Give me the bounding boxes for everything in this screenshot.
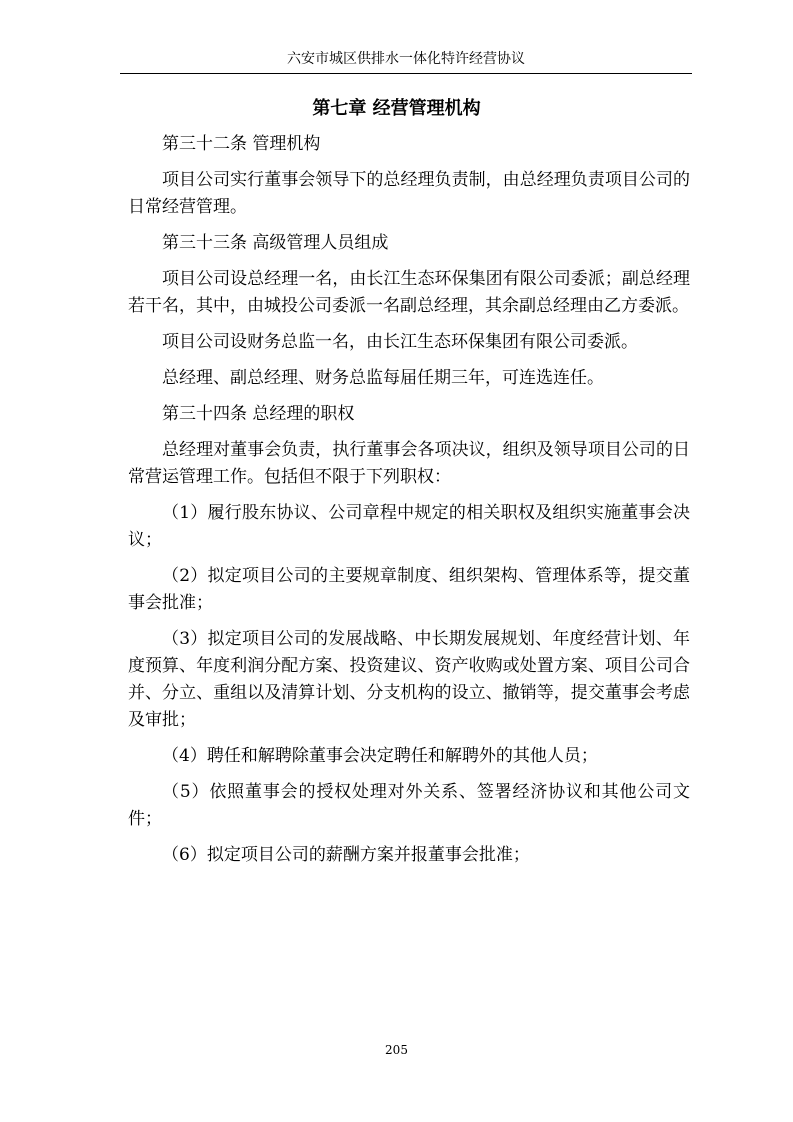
- header-divider: [120, 73, 692, 74]
- paragraph: 项目公司设财务总监一名，由长江生态环保集团有限公司委派。: [162, 332, 638, 352]
- paragraph: 项目公司设总经理一名，由长江生态环保集团有限公司委派；副总经理若干名，其中，由城投公司委派一名副总经理，其余副总经理由乙方委派。: [128, 269, 690, 316]
- list-item: （3）拟定项目公司的发展战略、中长期发展规划、年度经营计划、年度预算、年度利润分配方案、投资建议、资产收购或处置方案、项目公司合并、分立、重组以及清算计划、分支机构的设立、撤销等，提交董事会考虑及审批；: [128, 629, 690, 730]
- paragraph: 总经理对董事会负责，执行董事会各项决议，组织及领导项目公司的日常营运管理工作。包括但不限于下列职权：: [128, 440, 690, 487]
- list-item: （1）履行股东协议、公司章程中规定的相关职权及组织实施董事会决议；: [128, 503, 690, 550]
- article-heading: 第三十三条 高级管理人员组成: [162, 233, 389, 253]
- article-heading: 第三十四条 总经理的职权: [162, 404, 355, 424]
- chapter-title: 第七章 经营管理机构: [312, 98, 481, 119]
- paragraph: 项目公司实行董事会领导下的总经理负责制，由总经理负责项目公司的日常经营管理。: [128, 170, 690, 217]
- list-item: （6）拟定项目公司的薪酬方案并报董事会批准；: [162, 845, 530, 865]
- article-heading: 第三十二条 管理机构: [162, 134, 321, 154]
- document-body: [128, 131, 690, 878]
- list-item: （4）聘任和解聘除董事会决定聘任和解聘外的其他人员；: [162, 746, 598, 766]
- list-item: （5）依照董事会的授权处理对外关系、签署经济协议和其他公司文件；: [128, 782, 690, 829]
- paragraph: 总经理、副总经理、财务总监每届任期三年，可连选连任。: [162, 368, 604, 388]
- list-item: （2）拟定项目公司的主要规章制度、组织架构、管理体系等，提交董事会批准；: [128, 566, 690, 613]
- running-header: 六安市城区供排水一体化特许经营协议: [287, 51, 525, 67]
- page-number: 205: [385, 1043, 408, 1057]
